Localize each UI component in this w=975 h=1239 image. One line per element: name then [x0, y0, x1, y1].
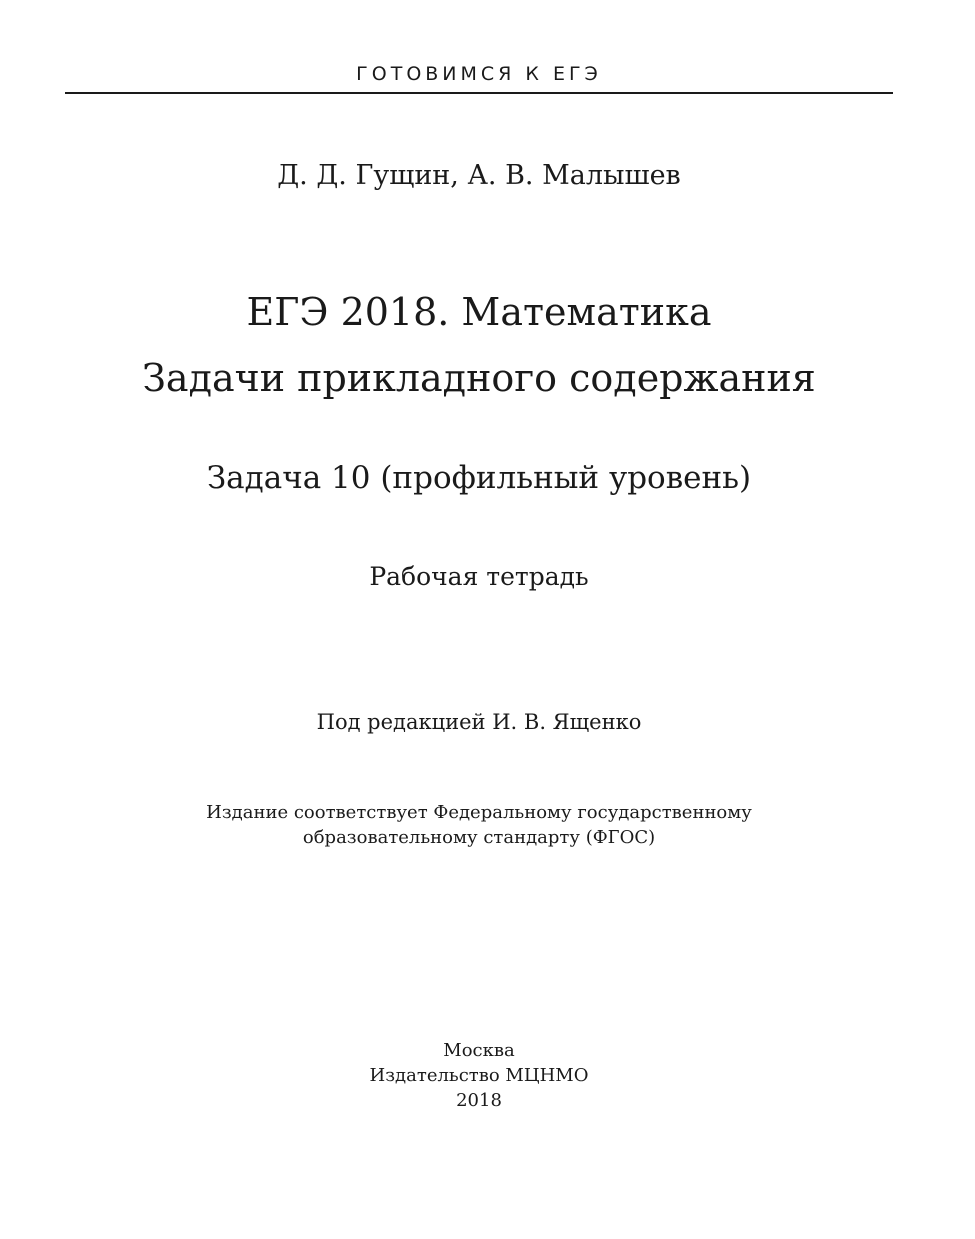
- header-rule: [65, 92, 893, 94]
- imprint-year: 2018: [456, 1090, 502, 1111]
- book-subtitle: Задача 10 (профильный уровень): [206, 460, 752, 496]
- authors: Д. Д. Гущин, А. В. Малышев: [277, 160, 681, 191]
- book-kind: Рабочая тетрадь: [369, 562, 589, 591]
- book-title-line-2: Задачи прикладного содержания: [142, 356, 816, 400]
- book-title-line-1: ЕГЭ 2018. Математика: [246, 290, 712, 334]
- imprint-city: Москва: [443, 1040, 515, 1061]
- standard-note-line-1: Издание соответствует Федеральному государственному: [206, 802, 752, 823]
- editor-credit: Под редакцией И. В. Ященко: [316, 710, 642, 734]
- series-title: ГОТОВИМСЯ К ЕГЭ: [356, 63, 602, 85]
- imprint-publisher: Издательство МЦНМО: [369, 1065, 589, 1086]
- standard-note-line-2: образовательному стандарту (ФГОС): [302, 827, 656, 848]
